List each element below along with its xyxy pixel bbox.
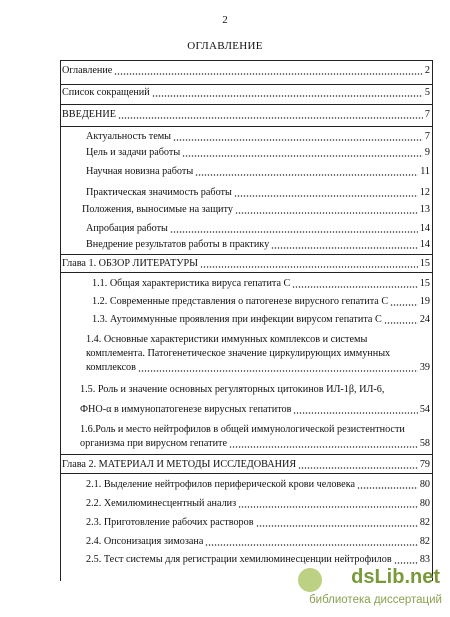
toc-entry[interactable]: 1.5. Роль и значение основных регуляторных цитокинов ИЛ-1β, ИЛ-6, ФНО-α в иммунопатогенезе вирусных гепатитов 54 [80,384,430,415]
logo-mark-icon [298,568,322,592]
toc-entry[interactable]: 2.5. Тест системы для регистрации хемилюминесценции нейтрофилов 83 [86,554,430,565]
toc-entry[interactable]: 1.6.Роль и место нейтрофилов в общей иммунологической резистентности организма при вирусном гепатите 58 [80,424,430,449]
toc-entry[interactable]: 2.3. Приготовление рабочих растворов 82 [86,517,430,528]
table-border-left [60,60,61,581]
toc-entry[interactable]: Список сокращений 5 [62,87,430,98]
toc-entry[interactable]: Внедрение результатов работы в практику 14 [86,239,430,250]
toc-entry[interactable]: 2.2. Хемилюминесцентный анализ 80 [86,498,430,509]
table-rule [60,60,432,61]
watermark-subtitle: библиотека диссертаций [309,594,442,606]
table-rule [60,473,432,474]
toc-entry[interactable]: Глава 1. ОБЗОР ЛИТЕРАТУРЫ 15 [62,258,430,269]
toc-entry[interactable]: 1.2. Современные представления о патогенезе вирусного гепатита С 19 [92,296,430,307]
toc-entry[interactable]: 1.4. Основные характеристики иммунных комплексов и системы комплемента. Патогенетическое значение циркулирующих иммунных комплексов 39 [86,334,430,373]
toc-entry[interactable]: 1.1. Общая характеристика вируса гепатита С 15 [92,278,430,289]
watermark-brand: dsLib.net [351,566,440,588]
table-border-right [432,60,433,581]
toc-heading: ОГЛАВЛЕНИЕ [187,40,263,52]
toc-entry[interactable]: ВВЕДЕНИЕ 7 [62,109,430,120]
toc-entry[interactable]: 2.4. Опсонизация зимозана 82 [86,536,430,547]
toc-entry[interactable]: Практическая значимость работы 12 [86,187,430,198]
toc-entry[interactable]: Оглавление 2 [62,65,430,76]
toc-entry[interactable]: Положения, выносимые на защиту 13 [82,204,430,215]
toc-entry[interactable]: 1.3. Аутоиммунные проявления при инфекции вирусом гепатита С 24 [92,314,430,325]
page-number: 2 [222,14,228,26]
toc-entry[interactable]: Апробация работы 14 [86,223,430,234]
toc-entry[interactable]: Цель и задачи работы 9 [86,147,430,158]
table-rule [60,454,432,455]
table-rule [60,126,432,127]
toc-entry[interactable]: Научная новизна работы 11 [86,166,430,177]
toc-entry[interactable]: 2.1. Выделение нейтрофилов периферической крови человека 80 [86,479,430,490]
table-rule [60,84,432,85]
toc-entry[interactable]: Актуальность темы 7 [86,131,430,142]
table-rule [60,254,432,255]
toc-entry[interactable]: Глава 2. МАТЕРИАЛ И МЕТОДЫ ИССЛЕДОВАНИЯ 79 [62,459,430,470]
table-rule [60,272,432,273]
watermark-logo [284,566,448,616]
table-rule [60,104,432,105]
